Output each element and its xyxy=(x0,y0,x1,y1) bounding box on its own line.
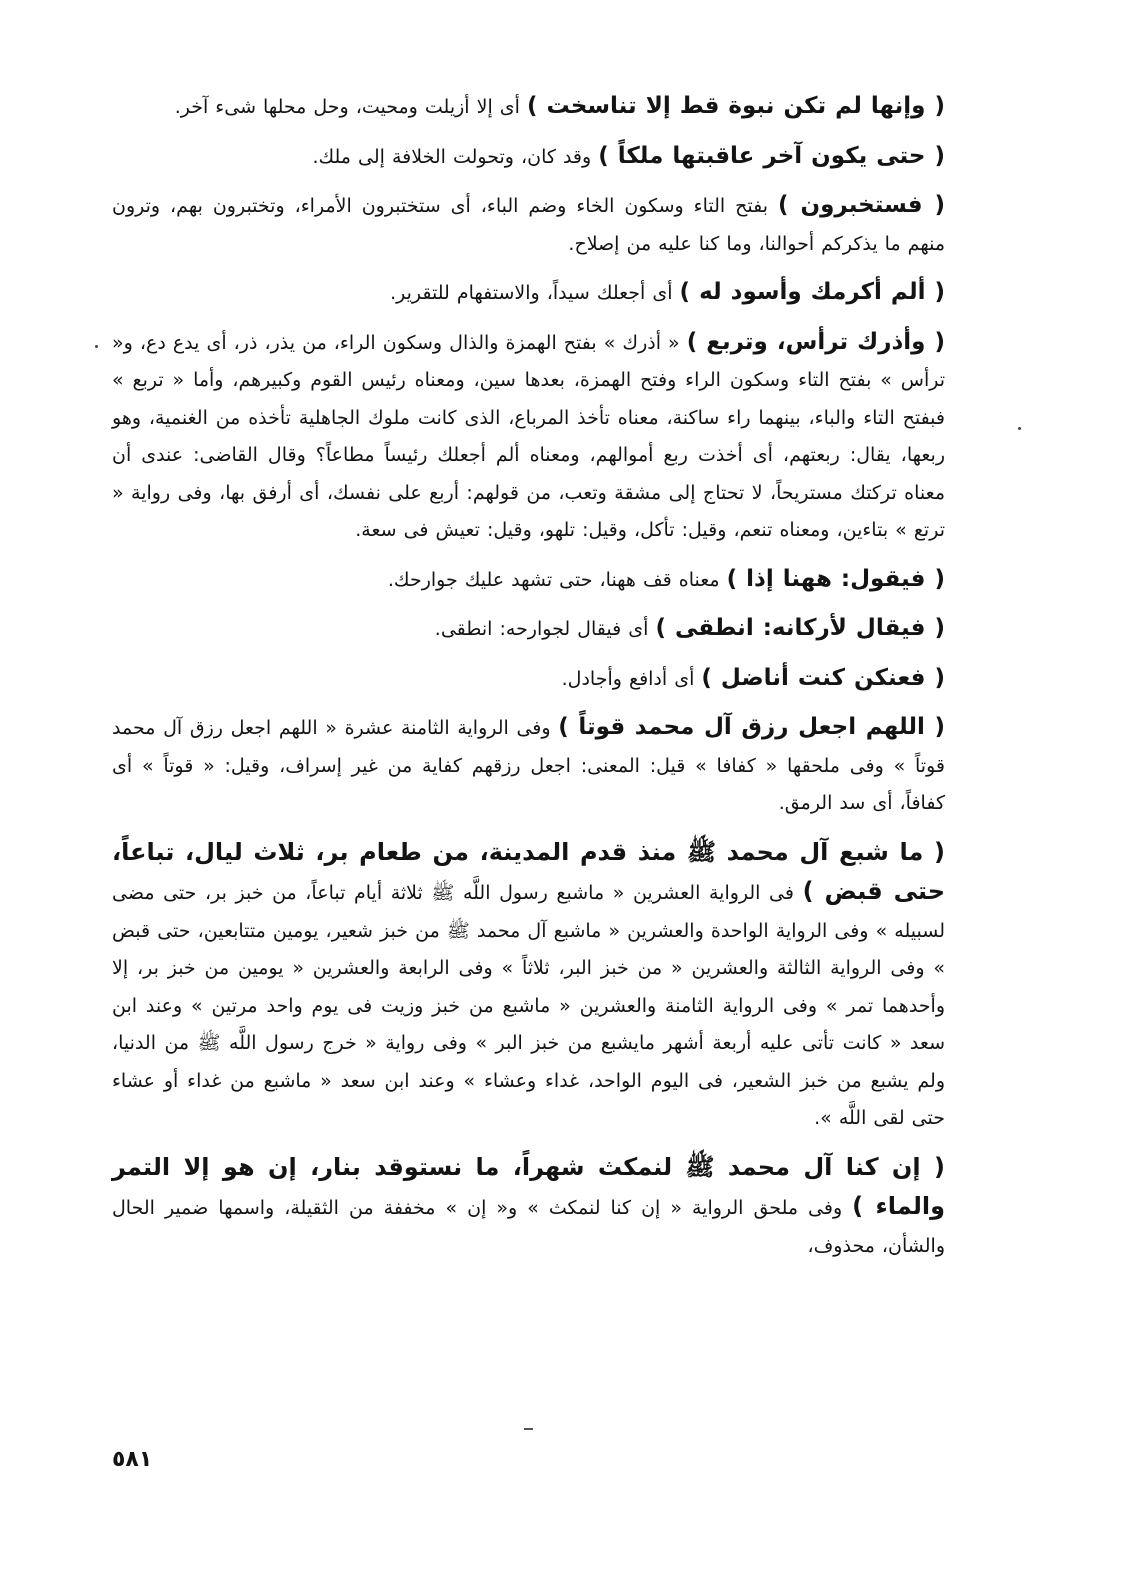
page-number: ٥٨١ xyxy=(112,1447,153,1472)
commentary-paragraph xyxy=(112,88,945,127)
margin-dot xyxy=(95,345,98,348)
commentary-paragraph xyxy=(112,709,945,823)
paragraph-body: وقد كان، وتحولت الخلافة إلى ملك. xyxy=(312,145,599,168)
lemma-heading: ( فعنكن كنت أناضل ) xyxy=(701,664,945,691)
lemma-heading: ( فستخبرون ) xyxy=(778,192,945,218)
paragraph-body: معناه قف ههنا، حتى تشهد عليك جوارحك. xyxy=(387,568,727,591)
commentary-paragraph xyxy=(112,138,945,177)
commentary-text xyxy=(112,88,945,1276)
paragraph-body: « أذرك » بفتح الهمزة والذال وسكون الراء، من يذر، ذر، أى يدع دع، و« ترأس » بفتح التاء وسكون الراء وفتح الهمزة، بعدها سين، ومعناه رئيس القوم وكبيرهم، وأما « تربع » فبفتح التاء والباء، بينهما راء ساكنة، معناه تأخذ المرباع، الذى كانت ملوك الجاهلية تأخذه من الغنمية، وهو ربعها، يقال: ربعتهم، أى أخذت ربع أموالهم، ومعناه ألم أجعلك رئيساً مطاعاً؟ وقال القاضى: عندى أن معناه تركتك مستريحاً، لا تحتاج إلى مشقة وتعب، من قولهم: أربع على نفسك، أى أرفق بها، وفى رواية « ترتع » بتاءين، ومعناه تنعم، وقيل: تأكل، وقيل: تلهو، وقيل: تعيش فى سعة. xyxy=(112,331,945,541)
commentary-paragraph xyxy=(112,1149,945,1266)
paragraph-body: أى أجعلك سيداً، والاستفهام للتقرير. xyxy=(390,282,680,304)
commentary-paragraph xyxy=(112,274,945,313)
commentary-paragraph xyxy=(112,324,945,550)
lemma-heading: ( اللهم اجعل رزق آل محمد قوتاً ) xyxy=(558,714,946,740)
commentary-paragraph xyxy=(112,660,945,699)
commentary-paragraph xyxy=(112,610,945,649)
lemma-heading: ( ألم أكرمك وأسود له ) xyxy=(679,279,945,305)
paragraph-body: أى أدافع وأجادل. xyxy=(561,667,702,690)
commentary-paragraph xyxy=(112,834,945,1138)
paragraph-body: فى الرواية العشرين « ماشبع رسول اللَّه ﷺ ثلاثة أيام تباعاً، من خبز بر، حتى مضى لسبيله » وفى الرواية الواحدة والعشرين « ماشبع آل محمد ﷺ من خبز شعير، يومين متتابعين، حتى قبض » وفى الرواية الثالثة والعشرين « من خبز البر، ثلاثاً » وفى الرابعة والعشرين « يومين من خبز بر، إلا وأحدهما تمر » وفى الرواية الثامنة والعشرين « ماشبع من خبز وزيت فى يوم واحد مرتين » وعند ابن سعد « كانت تأتى عليه أربعة أشهر مايشبع من خبز البر » وفى رواية « خرج رسول اللَّه ﷺ من الدنيا، ولم يشبع من خبز الشعير، فى اليوم الواحد، غداء وعشاء » وعند ابن سعد « ماشبع من غداء أو عشاء حتى لقى اللَّه ». xyxy=(112,882,945,1129)
paragraph-body: وفى ملحق الرواية « إن كنا لنمكث » و« إن » مخففة من الثقيلة، واسمها ضمير الحال والشأن، محذوف، xyxy=(112,1197,945,1257)
lemma-heading: ( إن كنا آل محمد ﷺ لنمكث شهراً، ما نستوقد بنار، إن هو إلا التمر والماء ) xyxy=(112,1152,945,1220)
margin-dot xyxy=(1018,427,1021,430)
paragraph-body: أى فيقال لجوارحه: انطقى. xyxy=(434,618,656,640)
lemma-heading: ( حتى يكون آخر عاقبتها ملكاً ) xyxy=(598,142,945,169)
paragraph-body: وفى الرواية الثامنة عشرة « اللهم اجعل رزق آل محمد قوتاً » وفى ملحقها « كفافا » قيل: المعنى: اجعل رزقهم كفاية من غير إسراف، وقيل: « قوتاً » أى كفافاً، أى سد الرمق. xyxy=(112,717,945,814)
lemma-heading: ( ما شبع آل محمد ﷺ منذ قدم المدينة، من طعام بر، ثلاث ليال، تباعاً، حتى قبض ) xyxy=(112,837,946,905)
lemma-heading: ( وإنها لم تكن نبوة قط إلا تناسخت ) xyxy=(526,93,945,119)
lemma-heading: ( فيقول: ههنا إذا ) xyxy=(726,565,945,592)
paragraph-body: أى إلا أزيلت ومحيت، وحل محلها شىء آخر. xyxy=(174,96,527,118)
commentary-paragraph xyxy=(112,561,945,600)
lemma-heading: ( فيقال لأركانه: انطقى ) xyxy=(655,615,945,641)
bottom-dash xyxy=(524,1428,533,1430)
paragraph-body: بفتح التاء وسكون الخاء وضم الباء، أى ستختبرون الأمراء، وتختبرون بهم، وترون منهم ما يذكركم أحوالنا، وما كنا عليه من إصلاح. xyxy=(112,195,945,255)
commentary-paragraph xyxy=(112,187,945,263)
lemma-heading: ( وأذرك ترأس، وتربع ) xyxy=(686,328,946,355)
